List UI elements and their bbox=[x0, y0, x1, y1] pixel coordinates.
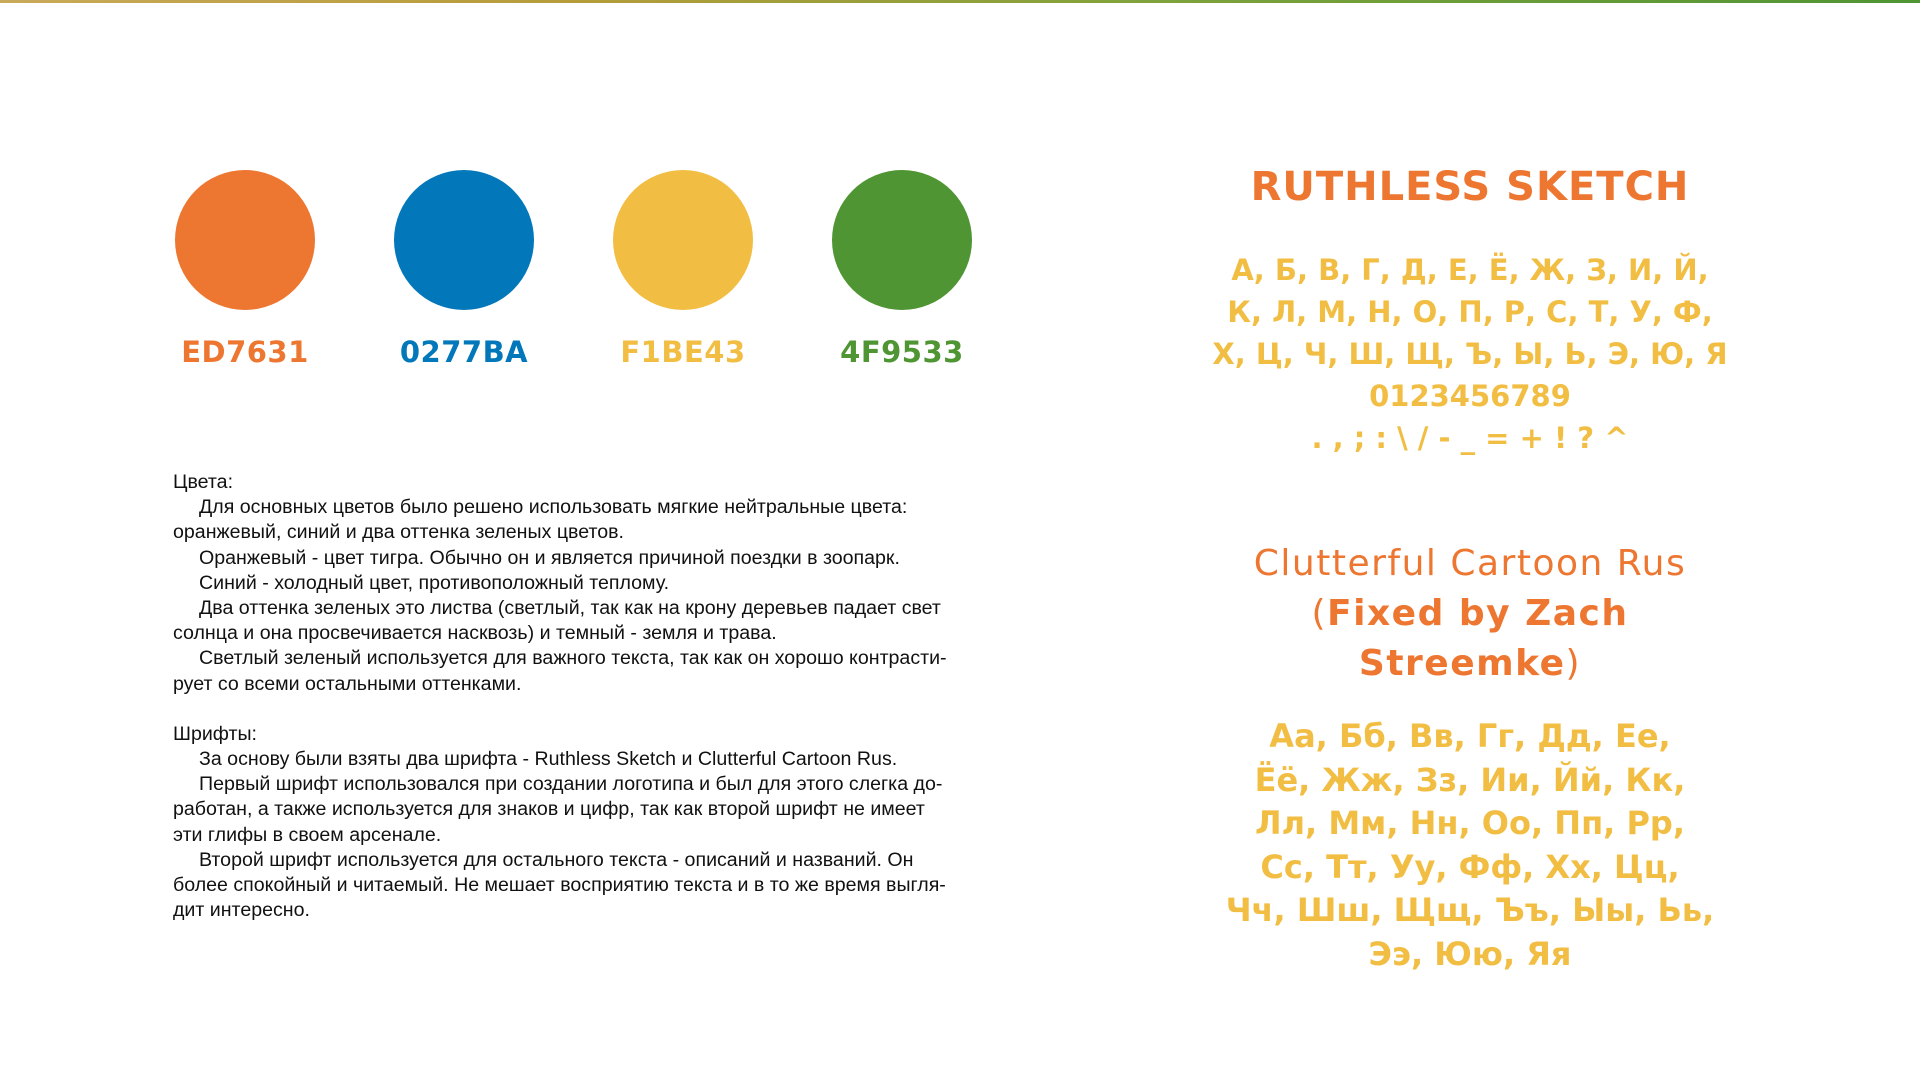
clutterful-title-line: Clutterful Cartoon Rus bbox=[1253, 543, 1687, 584]
swatch-green bbox=[832, 170, 972, 367]
clutterful-sample-line: Сс, Тт, Уу, Фф, Хх, Цц, bbox=[1260, 847, 1680, 886]
color-circle-green bbox=[832, 170, 972, 310]
ruthless-sketch-sample bbox=[1195, 249, 1745, 459]
colors-paragraph-line: рует со всеми остальными оттенками. bbox=[173, 672, 522, 695]
paren-close: ) bbox=[1565, 643, 1582, 684]
colors-paragraph-line: Оранжевый - цвет тигра. Обычно он и является причиной поездки в зоопарк. bbox=[199, 546, 900, 569]
fonts-paragraph-line: более спокойный и читаемый. Не мешает восприятию текста и в то же время выгля- bbox=[173, 874, 946, 897]
clutterful-sample-line: Чч, Шш, Щщ, Ъъ, Ыы, Ьь, bbox=[1225, 891, 1715, 929]
clutterful-cartoon-title bbox=[1195, 539, 1745, 689]
colors-paragraph-line: Светлый зеленый используется для важного текста, так как он хорошо контрасти- bbox=[199, 647, 947, 670]
hex-code-green: 4F9533 bbox=[840, 335, 964, 369]
fonts-paragraph-line: Первый шрифт использовался при создании логотипа и был для этого слегка до- bbox=[199, 773, 943, 796]
hex-code-orange: ED7631 bbox=[181, 335, 309, 369]
clutterful-sample-line: Ээ, Юю, Яя bbox=[1368, 934, 1572, 973]
fonts-paragraph-line: работан, а также используется для знаков и цифр, так как второй шрифт не имеет bbox=[173, 798, 925, 821]
colors-paragraph-line: оранжевый, синий и два оттенка зеленых цветов. bbox=[173, 521, 624, 544]
clutterful-sample-line: Ёё, Жж, Зз, Ии, Йй, Кк, bbox=[1254, 760, 1686, 799]
top-decorative-rule bbox=[0, 0, 1920, 3]
color-circle-orange bbox=[175, 170, 315, 310]
color-palette bbox=[175, 170, 975, 380]
fonts-paragraph-line: Второй шрифт используется для остального текста - описаний и названий. Он bbox=[199, 848, 914, 871]
ruthless-sample-symbols: . , ; : \ / - _ = + ! ? ^ bbox=[1311, 421, 1629, 455]
colors-paragraph-line: Синий - холодный цвет, противоположный теплому. bbox=[199, 571, 670, 594]
ruthless-sample-line: А, Б, В, Г, Д, Е, Ё, Ж, З, И, Й, bbox=[1231, 253, 1709, 287]
colors-heading: Цвета: bbox=[173, 471, 234, 493]
clutterful-subtitle-line bbox=[1195, 589, 1745, 689]
ruthless-sample-line: К, Л, М, Н, О, П, Р, С, Т, У, Ф, bbox=[1227, 295, 1713, 329]
swatch-orange bbox=[175, 170, 315, 367]
colors-paragraph-line: Два оттенка зеленых это листва (светлый, так как на крону деревьев падает свет bbox=[199, 597, 941, 620]
hex-code-yellow: F1BE43 bbox=[620, 335, 746, 369]
paragraph-gap bbox=[173, 697, 1043, 722]
ruthless-sample-digits: 0123456789 bbox=[1369, 379, 1571, 413]
swatch-yellow bbox=[613, 170, 753, 367]
colors-paragraph-line: солнца и она просвечивается насквозь) и темный - земля и трава. bbox=[173, 622, 777, 645]
clutterful-credit: Fixed by Zach Streemke bbox=[1327, 593, 1629, 684]
clutterful-cartoon-sample bbox=[1195, 715, 1745, 976]
fonts-paragraph-line: дит интересно. bbox=[173, 899, 310, 922]
description-text bbox=[173, 470, 1043, 923]
font-showcase bbox=[1195, 155, 1745, 976]
fonts-heading: Шрифты: bbox=[173, 722, 257, 745]
color-circle-blue bbox=[394, 170, 534, 310]
color-circle-yellow bbox=[613, 170, 753, 310]
clutterful-sample-line: Лл, Мм, Нн, Оо, Пп, Рр, bbox=[1255, 804, 1685, 842]
fonts-paragraph-line: За основу были взяты два шрифта - Ruthless Sketch и Clutterful Cartoon Rus. bbox=[199, 748, 898, 771]
fonts-paragraph-line: эти глифы в своем арсенале. bbox=[173, 823, 442, 846]
colors-paragraph-line: Для основных цветов было решено использовать мягкие нейтральные цвета: bbox=[199, 496, 908, 519]
swatch-blue bbox=[394, 170, 534, 367]
paren-open: ( bbox=[1311, 593, 1328, 634]
ruthless-sketch-title: RUTHLESS SKETCH bbox=[1250, 164, 1690, 210]
ruthless-sample-line: Х, Ц, Ч, Ш, Щ, Ъ, Ы, Ь, Э, Ю, Я bbox=[1212, 337, 1728, 371]
clutterful-sample-line: Аа, Бб, Вв, Гг, Дд, Ее, bbox=[1269, 717, 1671, 755]
hex-code-blue: 0277BA bbox=[399, 335, 529, 369]
